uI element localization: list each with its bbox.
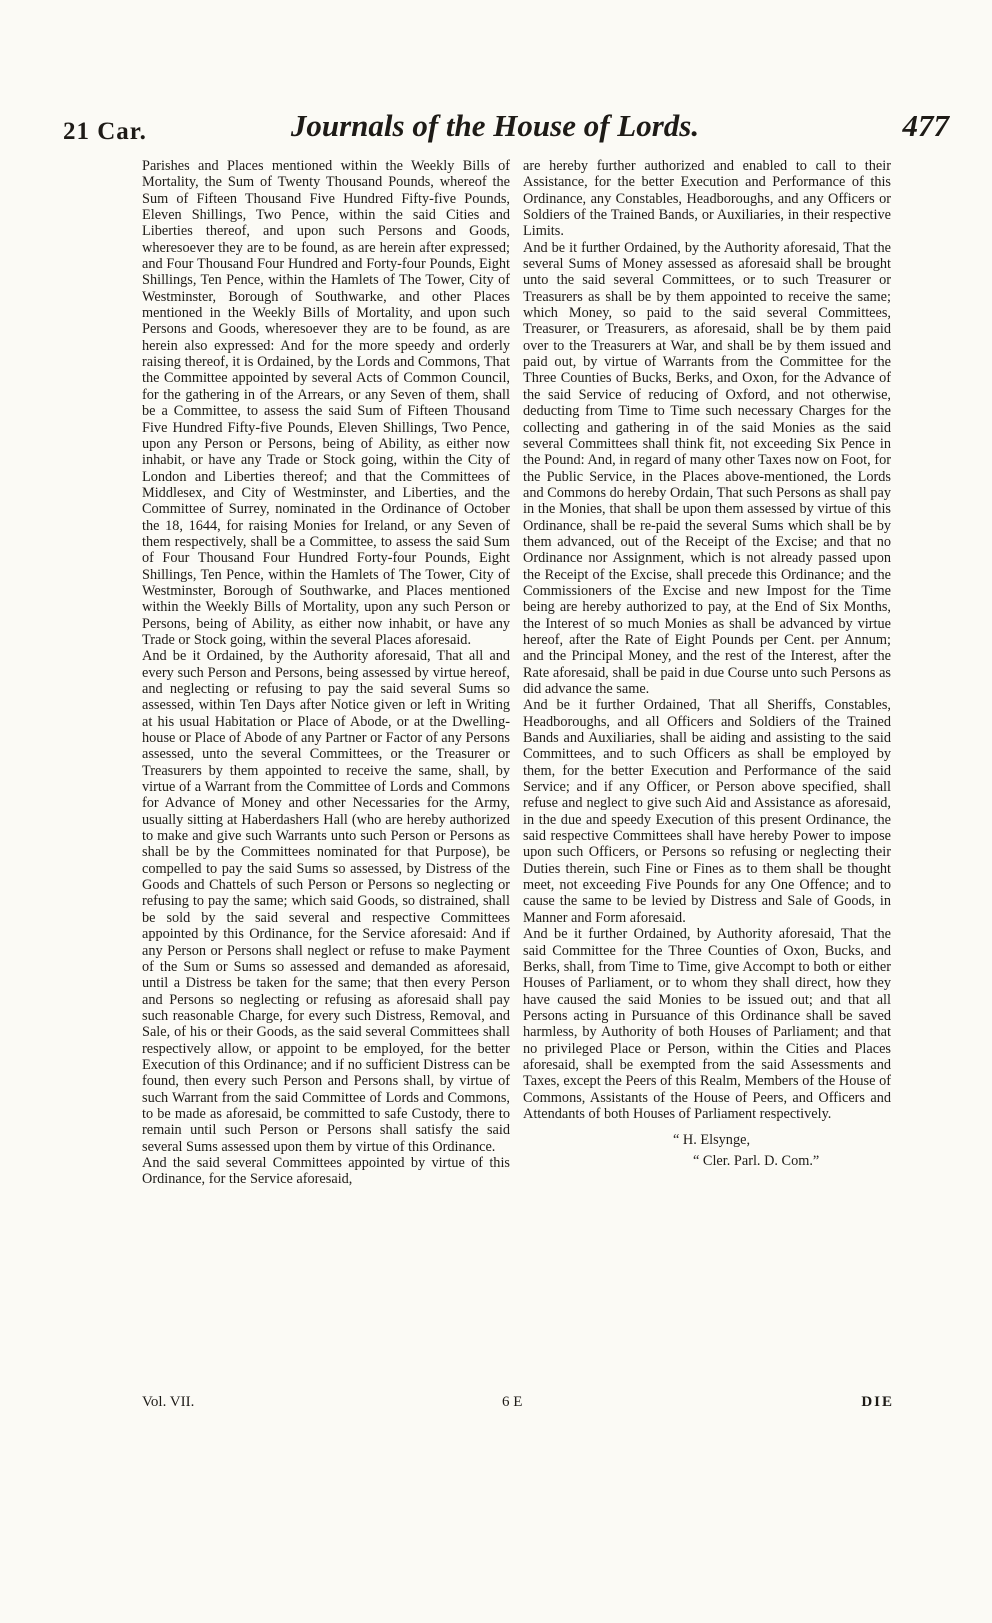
running-header (55, 108, 949, 154)
catchword: DIE (861, 1394, 894, 1410)
journal-title: Journals of the House of Lords. (290, 108, 700, 143)
paragraph: Parishes and Places mentioned within the Weekly Bills of Mortality, the Sum of Twenty Thousand Pounds, whereof the Sum of Fifteen Thousand Five Hundred Fifty-five Pounds, Eleven Shillings, Two Pence, within the said Cities and Liberties thereof, and upon such Persons and Goods, wheresoever they are to be found, as are herein after expressed; and Four Thousand Four Hundred and Forty-four Pounds, Eight Shillings, Ten Pence, within the Hamlets of The Tower, City of Westminster, Borough of Southwarke, and other Places mentioned in the Weekly Bills of Mortality, and upon such Persons and Goods, wheresoever they are to be found, as are herein also expressed: And for the more speedy and orderly raising thereof, it is Ordained, by the Lords and Commons, That the Committee appointed by several Acts of Common Council, for the gathering in of the Arrears, or any Seven of them, shall be a Committee, to assess the said Sum of Fifteen Thousand Five Hundred Fifty-five Pounds, Eleven Shillings, Two Pence, upon any Person or Persons, being of Ability, as either now inhabit, or have any Trade or Stock going, within the City of London and Liberties thereof; and that the Committees of Middlesex, and City of Westminster, and Liberties, and the Committee of Surrey, nominated in the Ordinance of October the 18, 1644, for raising Monies for Ireland, or any Seven of them respectively, shall be a Committee, to assess the said Sum of Four Thousand Four Hundred Forty-four Pounds, Eight Shillings, Ten Pence, within the Hamlets of The Tower, City of Westminster, Borough of Southwarke, and Places mentioned within the Weekly Bills of Mortality, upon any such Person or Persons, being of Ability, as either now inhabit, or have any Trade or Stock going, within the several Places aforesaid. (142, 158, 510, 648)
paragraph: And be it further Ordained, by the Authority aforesaid, That the several Sums of Money assessed as aforesaid shall be brought unto the said several Committees, or to such Treasurer or Treasurers as shall be by them appointed to receive the same; which Money, so paid to the said several Committees, Treasurer, or Treasurers, as aforesaid, shall be by them paid over to the Treasurers at War, and shall be by them issued and paid out, by virtue of Warrants from the Committee for the Three Counties of Bucks, Berks, and Oxon, for the Advance of the said Service of reducing of Oxford, and not otherwise, deducting from Time to Time such necessary Charges for the collecting and gathering in of the said Monies as the said several Committees shall think fit, not exceeding Six Pence in the Pound: And, in regard of many other Taxes now on Foot, for the Public Service, in the Places above-mentioned, the Lords and Commons do hereby Ordain, That such Persons as shall pay in the Monies, that shall be upon them assessed by virtue of this Ordinance, shall be re-paid the several Sums which shall be by them advanced, out of the Receipt of the Excise; and that no Ordinance nor Assignment, which is not already passed upon the Receipt of the Excise, shall precede this Ordinance; and the Commissioners of the Excise and new Impost for the Time being are hereby authorized to pay, at the End of Six Months, the Interest of so much Monies as shall be advanced by virtue hereof, after the Rate of Eight Pounds per Cent. per Annum; and the Principal Money, and the rest of the Interest, after the Rate aforesaid, shall be paid in due Course unto such Persons as did advance the same. (523, 239, 891, 697)
right-column (523, 158, 891, 1169)
signatory-title: “ Cler. Parl. D. Com.” (693, 1152, 820, 1169)
paragraph: are hereby further authorized and enabled to call to their Assistance, for the better Execution and Performance of this Ordinance, any Constables, Headboroughs, and any Officers or Soldiers of the Trained Bands, or Auxiliaries, in their respective Limits. (523, 158, 891, 240)
signature-mark: 6 E (502, 1394, 523, 1410)
left-column (142, 158, 510, 1188)
paragraph: And be it Ordained, by the Authority aforesaid, That all and every such Person and Persons, being assessed by virtue hereof, and neglecting or refusing to pay the said several Sums so assessed, within Ten Days after Notice given or left in Writing at his usual Habitation or Place of Abode, or at the Dwelling-house or Place of Abode of any Partner or Factor of any Persons assessed, unto the several Committees, or the Treasurer or Treasurers by them appointed to receive the same, shall, by virtue of a Warrant from the Committee of Lords and Commons for Advance of Money and other Necessaries for the Army, usually sitting at Haberdashers Hall (who are hereby authorized to make and give such Warrants unto such Person or Persons as shall be by the Committees nominated for that Purpose), be compelled to pay the said Sums so assessed, by Distress of the Goods and Chattels of such Person or Persons so neglecting or refusing to pay the same; which said Goods, so distrained, shall be sold by the said several and respective Committees appointed by this Ordinance, for the Service aforesaid: And if any Person or Persons shall neglect or refuse to make Payment of the Sum or Sums so assessed and demanded as aforesaid, until a Distress be taken for the same; that then every Person and Persons so neglecting or refusing as aforesaid shall pay such reasonable Charge, for every such Distress, Removal, and Sale, of his or their Goods, as the said several Committees shall respectively allow, or appoint to be employed, for the better Execution of this Ordinance; and if no sufficient Distress can be found, then every such Person and Persons shall, by virtue of such Warrant from the said Committee of Lords and Commons, to be made as aforesaid, be committed to safe Custody, there to remain until such Person or Persons shall satisfy the said several Sums assessed upon them by virtue of this Ordinance. (142, 648, 510, 1155)
page-footer (142, 1394, 894, 1416)
paragraph: And be it further Ordained, That all Sheriffs, Constables, Headboroughs, and all Officers and Soldiers of the Trained Bands and Auxiliaries, shall be aiding and assisting to the said Committees, and to such Officers as shall be employed by them, for the better Execution and Performance of the said Service; and if any Officer, or Person above specified, shall refuse and neglect to give such Aid and Assistance as aforesaid, in the due and speedy Execution of this present Ordinance, the said respective Committees shall have hereby Power to impose upon such Officers, or Persons so refusing or neglecting their Duties therein, such Fine or Fines as to them shall be thought meet, not exceeding Five Pounds for any One Offence; and to cause the same to be levied by Distress and Sale of Goods, in Manner and Form aforesaid. (523, 697, 891, 926)
volume-label: Vol. VII. (142, 1394, 195, 1410)
signatory-name: “ H. Elsynge, (673, 1132, 751, 1149)
regnal-year: 21 Car. (63, 118, 147, 145)
paragraph: And be it further Ordained, by Authority aforesaid, That the said Committee for the Three Counties of Oxon, Bucks, and Berks, shall, from Time to Time, give Accompt to both or either Houses of Parliament, or to whom they shall direct, how they have caused the said Monies to be issued out; and that all Persons acting in Pursuance of this Ordinance shall be saved harmless, by Authority of both Houses of Parliament; and that no privileged Place or Person, within the Cities and Places aforesaid, shall be exempted from the said Assessments and Taxes, except the Peers of this Realm, Members of the House of Commons, Assistants of the House of Peers, and Officers and Attendants of both Houses of Parliament respectively. (523, 926, 891, 1122)
paragraph: And the said several Committees appointed by virtue of this Ordinance, for the Service aforesaid, (142, 1154, 510, 1188)
page-number: 477 (902, 108, 949, 143)
